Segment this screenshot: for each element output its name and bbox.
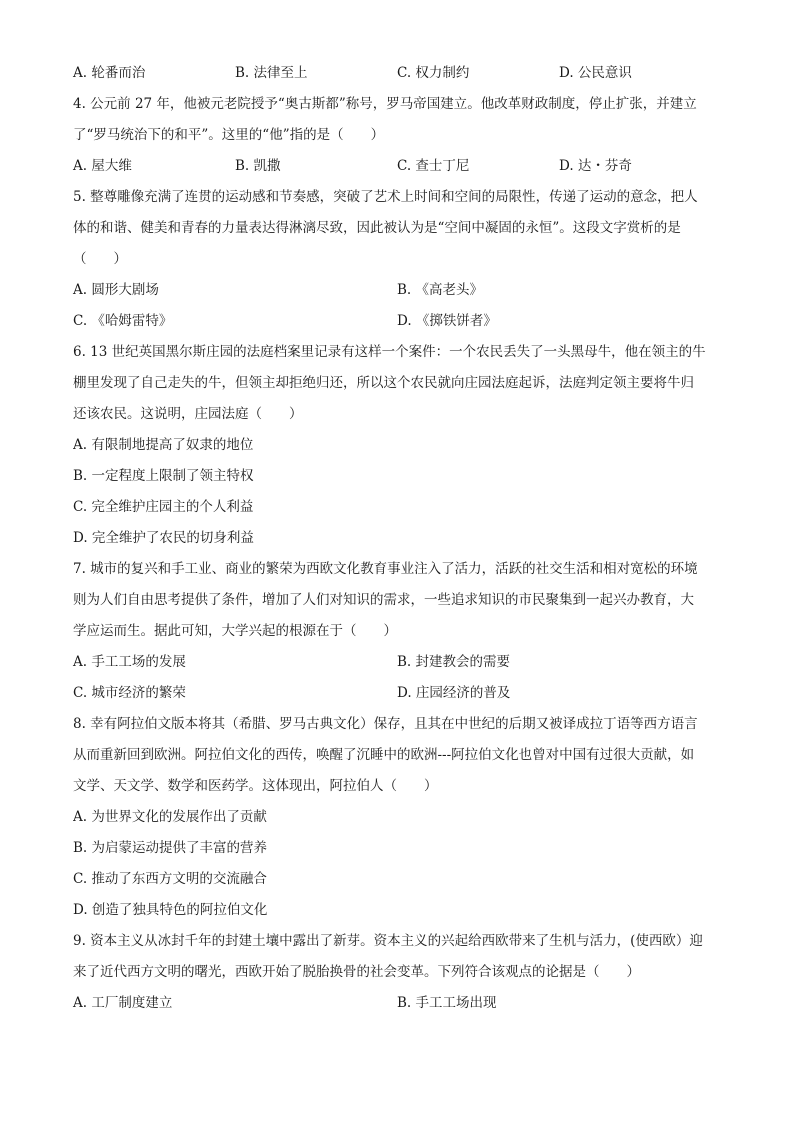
q3-option-c: C. 权力制约 bbox=[397, 65, 470, 81]
q7-option-b: B. 封建教会的需要 bbox=[397, 654, 511, 670]
q6-option-c: C. 完全维护庄园主的个人利益 bbox=[73, 499, 254, 515]
q8-option-d: D. 创造了独具特色的阿拉伯文化 bbox=[73, 902, 268, 918]
q5-stem-line: （ ） bbox=[73, 251, 127, 267]
q5-options-row bbox=[73, 275, 721, 306]
q8-stem-line: 文学、天文学、数学和医药学。这体现出，阿拉伯人（ ） bbox=[73, 778, 438, 794]
q8-option-c: C. 推动了东西方文明的交流融合 bbox=[73, 871, 267, 887]
q4-option-d: D. 达・芬奇 bbox=[559, 158, 632, 174]
q6-stem-line: 棚里发现了自己走失的牛，但领主却拒绝归还，所以这个农民就向庄园法庭起诉，法庭判定领主要将牛归 bbox=[73, 375, 694, 391]
q8-option-b: B. 为启蒙运动提供了丰富的营养 bbox=[73, 840, 268, 856]
question-4 bbox=[73, 89, 721, 182]
exam-page bbox=[73, 58, 721, 1019]
q5-option-d: D. 《掷铁饼者》 bbox=[397, 313, 497, 329]
q7-option-c: C. 城市经济的繁荣 bbox=[73, 685, 186, 701]
question-5 bbox=[73, 182, 721, 337]
q4-stem-line: 了“罗马统治下的和平”。这里的“他”指的是（ ） bbox=[73, 127, 385, 143]
q4-option-a: A. 屋大维 bbox=[73, 158, 132, 174]
q6-stem-line: 还该农民。这说明，庄园法庭（ ） bbox=[73, 406, 303, 422]
q6-option-a: A. 有限制地提高了奴隶的地位 bbox=[73, 437, 254, 453]
q9-options-row bbox=[73, 988, 721, 1019]
q8-stem-line: 从而重新回到欧洲。阿拉伯文化的西传，唤醒了沉睡中的欧洲---阿拉伯文化也曾对中国有过很大贡献，如 bbox=[73, 747, 695, 763]
q3-options bbox=[73, 58, 721, 89]
q9-option-a: A. 工厂制度建立 bbox=[73, 995, 173, 1011]
q5-option-c: C. 《哈姆雷特》 bbox=[73, 313, 173, 329]
q7-options-row bbox=[73, 678, 721, 709]
q5-option-a: A. 圆形大剧场 bbox=[73, 282, 159, 298]
q3-option-a: A. 轮番而治 bbox=[73, 65, 146, 81]
q3-option-d: D. 公民意识 bbox=[559, 65, 632, 81]
question-9 bbox=[73, 926, 721, 1019]
q7-stem-line: 则为人们自由思考提供了条件，增加了人们对知识的需求，一些追求知识的市民聚集到一起兴办教育，大 bbox=[73, 592, 694, 608]
q4-option-c: C. 查士丁尼 bbox=[397, 158, 470, 174]
q5-option-b: B. 《高老头》 bbox=[397, 282, 484, 298]
q5-stem-line: 5. 整尊雕像充满了连贯的运动感和节奏感，突破了艺术上时间和空间的局限性，传递了运动的意念，把人 bbox=[73, 189, 698, 205]
q7-stem-line: 学应运而生。据此可知，大学兴起的根源在于（ ） bbox=[73, 623, 397, 639]
q5-stem-line: 体的和谐、健美和青春的力量表达得淋漓尽致，因此被认为是“空间中凝固的永恒”。这段文字赏析的是 bbox=[73, 220, 681, 236]
q4-options bbox=[73, 151, 721, 182]
q7-option-a: A. 手工工场的发展 bbox=[73, 654, 186, 670]
q9-stem-line: 9. 资本主义从冰封千年的封建土壤中露出了新芽。资本主义的兴起给西欧带来了生机与活力，(使西欧）迎 bbox=[73, 933, 703, 949]
q9-option-b: B. 手工工场出现 bbox=[397, 995, 497, 1011]
q8-option-a: A. 为世界文化的发展作出了贡献 bbox=[73, 809, 267, 825]
q3-option-b: B. 法律至上 bbox=[235, 65, 308, 81]
q6-stem-line: 6. 13 世纪英国黑尔斯庄园的法庭档案里记录有这样一个案件：一个农民丢失了一头黑母牛，他在领主的牛 bbox=[73, 344, 706, 360]
q8-stem-line: 8. 幸有阿拉伯文版本将其（希腊、罗马古典文化）保存，且其在中世纪的后期又被译成拉丁语等西方语言 bbox=[73, 716, 698, 732]
question-6 bbox=[73, 337, 721, 554]
q5-options-row bbox=[73, 306, 721, 337]
q6-option-d: D. 完全维护了农民的切身利益 bbox=[73, 530, 254, 546]
q6-option-b: B. 一定程度上限制了领主特权 bbox=[73, 468, 254, 484]
q9-stem-line: 来了近代西方文明的曙光，西欧开始了脱胎换骨的社会变革。下列符合该观点的论据是（ ） bbox=[73, 964, 640, 980]
q7-options-row bbox=[73, 647, 721, 678]
q4-option-b: B. 凯撒 bbox=[235, 158, 281, 174]
q4-stem-line: 4. 公元前 27 年，他被元老院授予“奥古斯都”称号，罗马帝国建立。他改革财政制度，停止扩张，并建立 bbox=[73, 96, 697, 112]
question-8 bbox=[73, 709, 721, 926]
q7-stem-line: 7. 城市的复兴和手工业、商业的繁荣为西欧文化教育事业注入了活力，活跃的社交生活和相对宽松的环境 bbox=[73, 561, 698, 577]
question-7 bbox=[73, 554, 721, 709]
q7-option-d: D. 庄园经济的普及 bbox=[397, 685, 511, 701]
